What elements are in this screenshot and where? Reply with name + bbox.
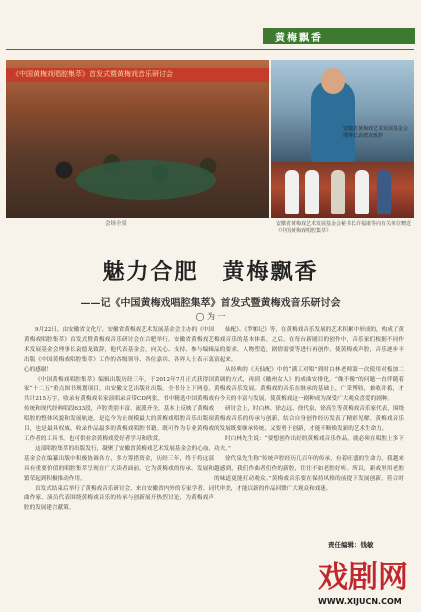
paragraph: 徐代泉先生称“传统声腔经历几百年的传承，有着旺盛的生命力。我越来越感到，我们作曲者们作的新腔，往往不如老腔好听。所以，新戏里用老腔的味道更能打动观众。”黄梅戏音乐要在保持风格的前提下发展创新，符合时代审美，才能以新的作品回馈广大观众和戏迷。: [214, 455, 404, 492]
section-tab: [263, 28, 415, 44]
paragraph: 《中国黄梅戏唱腔集萃》编辑出版历经三年，于2012年7月正式获得国家“十二五”重点图书规划项目，由安徽文艺出版社出版。全书分上下两卷，共计215万字，收录有黄梅戏名家演唱录音带CD两张，书中精选中国黄梅戏传统和现代经典唱段633段，声腔类别丰富、流派齐全，基本上反映了黄梅戏唱腔的整体风貌和发展轨迹，是迄今为止规模最大的黄梅戏唱腔音乐出版项目，也是最具权威、收录作品最多的黄梅戏唱腔书籍。既可作为专业黄梅戏工作者的工具书，也可供业余黄梅戏爱好者学习和欣赏。: [24, 376, 214, 442]
caption-ceremony: 安徽省黄梅戏艺术发展基金会秘书长许福康等向有关单位赠送《中国黄梅戏唱腔集萃》: [276, 221, 412, 234]
ceremony-figure: [331, 170, 345, 214]
editor-credit: 责任编辑：钱敏: [328, 541, 374, 549]
caption-main: 会场全景: [105, 221, 128, 227]
paragraph: 研讨会上，时白林、徐志远、徐代泉、徐高生等黄梅戏音乐家代表，围绕黄梅戏音乐的传承与创新，结合自身创作经历发表了精彩见解。黄梅戏音乐的发展既要继承传统，又要勇于创新，才能不断焕发新的艺术生命力。: [214, 406, 404, 433]
paragraph: 9月22日，由安徽省文化厅、安徽省黄梅戏艺术发展基金会主办的《中国黄梅戏唱腔集萃》首发式暨黄梅戏音乐研讨会在合肥举行。安徽省黄梅戏艺术发展基金会理事长袁德龙致辞，他代表基金会，向关心、支持、参与编辑出版《中国黄梅戏唱腔集萃》工作的各级领导、各位嘉宾、各界人士表示衷心的感谢！: [24, 327, 214, 373]
article-author: ◯ 为 一: [195, 312, 226, 321]
article-subtitle: ——记《中国黄梅戏唱腔集萃》首发式暨黄梅戏音乐研讨会: [80, 298, 341, 309]
photo-table: [76, 160, 216, 200]
ceremony-figure: [305, 170, 319, 214]
article-title: 魅力合肥 黄梅飘香: [102, 259, 319, 285]
article-column-left: [24, 326, 214, 584]
section-label: 黄梅飘香: [275, 33, 323, 44]
site-watermark: [318, 560, 416, 606]
paragraph: 从经典的《天仙配》中的“满工对唱”到时白林老师第一次使用对板加二黄调的方式，再到《徽州女人》的成曲安排化，“像不像”的问题一直伴随着黄梅戏音乐发展。黄梅戏的音乐在继承的基础上，广采博收，兼收并蓄，才有今天的丰富与发展，使黄梅戏这一剧种成为深受广大观众喜爱的剧种。: [214, 366, 404, 403]
article-column-right: [214, 326, 404, 531]
site-logo: 戏剧网: [318, 560, 408, 595]
caption-speaker: 安徽省黄梅戏艺术发展基金会理事长袁德龙致辞: [343, 126, 409, 139]
ceremony-figure: [285, 170, 299, 214]
photo-speaker: [271, 60, 414, 162]
paragraph: 时白林先生说：“要想创作出好的黄梅戏音乐作品，就必须在唱腔上多下功夫。”: [214, 435, 404, 452]
photo-ceremony: [271, 162, 414, 218]
paragraph: 首发式结束后举行了黄梅戏音乐研讨会，来自安徽省内外的专家学者、词曲作家、演员代表围绕黄梅戏音乐的传承与创新展开热烈讨论，为黄梅戏声腔的发展建言献策。: [24, 485, 214, 512]
photo-banner-text: 《中国黄梅戏唱腔集萃》首发式暨黄梅戏音乐研讨会: [12, 70, 173, 78]
paragraph: 仙配》、《罗帕记》等，在黄梅戏音乐发展的艺术积累中形成的，构成了黄梅戏音乐的基本体系。之后，在每台新剧目的创作中，音乐家们根据不同作品的要求，人物塑造，剧情需要等进行再创作，使黄梅戏声腔，音乐逐步丰富起来。: [214, 327, 404, 363]
speaker-head: [321, 68, 345, 94]
photo-meeting-hall: [6, 60, 269, 218]
header-rule: [6, 49, 414, 50]
ceremony-figure: [377, 170, 391, 214]
paragraph: 这部唱腔集萃的出版发行，凝聚了安徽省黄梅戏艺术发展基金会的心血，基金会在编纂出版中积极协调各方，多方筹措资金，历经三年，终于将这部具有重要价值的唱腔集萃呈现在广大读者面前。它为黄梅戏的传承、发展和繁荣起到积极推动作用。: [24, 445, 214, 482]
ceremony-figure: [355, 170, 369, 214]
site-url: WWW.XIJUCN.COM: [318, 597, 402, 606]
